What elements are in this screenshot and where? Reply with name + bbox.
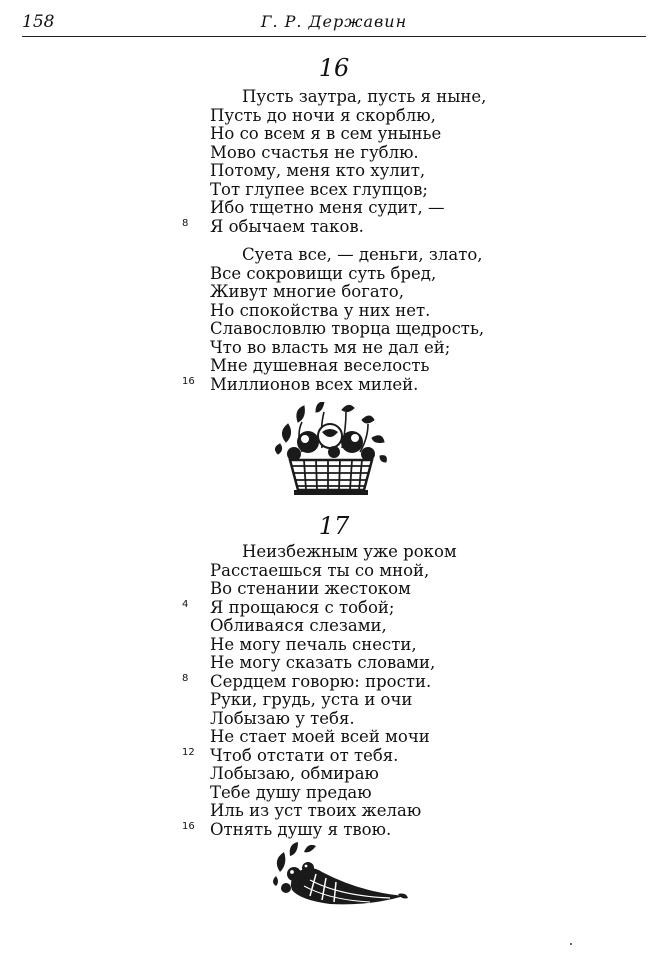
verse-line: Чтоб отстати от тебя. 12 xyxy=(182,745,399,765)
verse-line: Но со всем я в сем унынье xyxy=(210,124,442,143)
verse-line: Лобызаю у тебя. xyxy=(210,708,355,728)
verse-line: Мне душевная веселость xyxy=(210,356,430,375)
verse-line: Тот глупее всех глупцов; xyxy=(210,179,428,199)
verse-line: Обливаяся слезами, xyxy=(210,616,387,635)
verse-line: Не могу печаль снести, xyxy=(210,634,417,654)
poem-16-stanza-2 xyxy=(182,245,650,394)
poem-number-17: 17 xyxy=(318,512,350,540)
verse-line: Все сокровищи суть бред, xyxy=(210,263,437,283)
verse-line: Во стенании жестоком xyxy=(210,579,411,598)
poem-16-stanza-1 xyxy=(182,87,650,236)
verse-line: Сердцем говорю: прости. 8 xyxy=(182,671,432,691)
line-number: 4 xyxy=(182,598,189,610)
line-number: 12 xyxy=(182,746,195,758)
verse-line: Руки, грудь, уста и очи xyxy=(210,690,413,709)
verse-line: Мово счастья не гублю. xyxy=(210,142,419,162)
verse-line: Суета все, — деньги, злато, xyxy=(242,245,483,264)
verse-line: Иль из уст твоих желаю xyxy=(210,801,422,820)
line-number: 8 xyxy=(182,217,189,229)
line-number: 8 xyxy=(182,672,189,684)
verse-line: Не могу сказать словами, xyxy=(210,653,436,672)
line-number: 16 xyxy=(182,820,195,832)
line-number: 16 xyxy=(182,375,195,387)
verse-line: Но спокойства у них нет. xyxy=(210,300,431,320)
verse-line: Я прощаюся с тобой; 4 xyxy=(182,597,395,617)
verse-line: Ибо тщетно меня судит, — xyxy=(210,198,445,217)
verse-line: Пусть до ночи я скорблю, xyxy=(210,105,436,125)
cornucopia-ornament xyxy=(270,842,410,912)
verse-line: Миллионов всех милей. 16 xyxy=(182,374,419,394)
verse-line: Неизбежным уже роком xyxy=(242,542,457,561)
verse-line: Пусть заутра, пусть я ныне, xyxy=(242,87,487,106)
verse-line: Отнять душу я твою. 16 xyxy=(182,819,392,839)
poem-17-stanza-1 xyxy=(182,542,650,839)
verse-line: Славословлю творца щедрость, xyxy=(210,319,485,338)
running-title: Г. Р. Державин xyxy=(260,12,408,31)
speck xyxy=(570,943,572,945)
verse-line: Потому, меня кто хулит, xyxy=(210,161,426,180)
page-number: 158 xyxy=(22,12,55,32)
flower-basket-ornament xyxy=(272,402,390,498)
running-head xyxy=(22,10,646,37)
poem-number-16: 16 xyxy=(318,54,350,82)
verse-line: Лобызаю, обмираю xyxy=(210,764,379,783)
verse-line: Тебе душу предаю xyxy=(210,782,372,802)
verse-line: Расстаешься ты со мной, xyxy=(210,560,430,580)
verse-line: Что во власть мя не дал ей; xyxy=(210,337,451,357)
verse-line: Я обычаем таков. 8 xyxy=(182,216,364,236)
verse-line: Не стает моей всей мочи xyxy=(210,727,430,746)
verse-line: Живут многие богато, xyxy=(210,282,404,301)
